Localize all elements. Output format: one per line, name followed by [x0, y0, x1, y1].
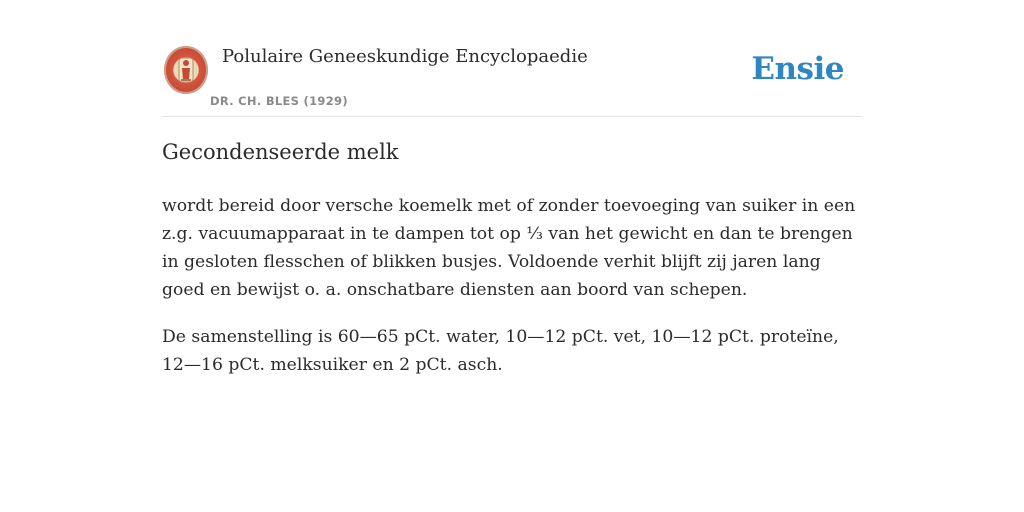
- cover-figure-icon: [164, 46, 208, 94]
- article-paragraph: De samenstelling is 60—65 pCt. water, 10—12 pCt. vet, 10—12 pCt. proteïne, 12—16 pCt. melksuiker en 2 pCt. asch.: [162, 327, 839, 375]
- article-title: Gecondenseerde melk: [162, 140, 399, 164]
- encyclopedia-cover-logo-icon[interactable]: [164, 46, 208, 94]
- article-paragraph: wordt bereid door versche koemelk met of zonder toevoeging van suiker in een z.g. vacuumapparaat in te dampen tot op ⅓ van het gewicht en dan te brengen in gesloten flesschen of blikken busjes. Voldoende verhit blijft zij jaren lang goed en bewijst o. a. onschatbare diensten aan boord van schepen.: [162, 196, 856, 300]
- book-title[interactable]: Polulaire Geneeskundige Encyclopaedie: [222, 46, 588, 67]
- article-body: [162, 192, 866, 398]
- book-author: DR. CH. BLES (1929): [210, 94, 348, 108]
- ensie-brand-link[interactable]: Ensie: [751, 51, 844, 87]
- book-header: [162, 40, 862, 117]
